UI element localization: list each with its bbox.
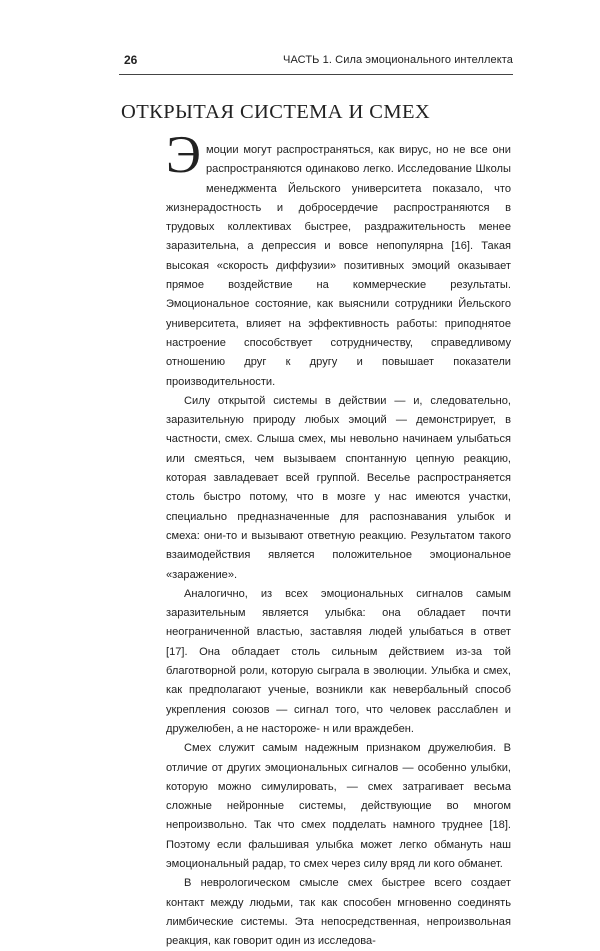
paragraph-5: В неврологическом смысле смех быстрее всего создает контакт между людьми, так как способен мгновенно соединять лимбические системы. Эта непосредственная, непроизвольная реакция, как говорит один из исследова- <box>166 877 511 948</box>
running-head: ЧАСТЬ 1. Сила эмоционального интеллекта <box>283 54 513 66</box>
page-number: 26 <box>124 53 138 67</box>
paragraph-2: Силу открытой системы в действии — и, следовательно, заразительную природу любых эмоций — демонстрирует, в частности, смех. Слыша смех, мы невольно начинаем улыбаться или смеяться, чем вызываем спонтанную цепную реакцию, которая завладевает всей группой. Веселье распространяется столь быстро потому, что в мозге у нас имеются участки, специально предназначенные для распознавания улыбок и смеха: они-то и вызывают ответную реакцию. Результатом такого взаимодействия является положительное эмоциональное «заражение». <box>166 394 511 581</box>
page-header <box>124 50 513 70</box>
paragraph-3: Аналогично, из всех эмоциональных сигналов самым заразительным является улыбка: она обладает почти неограниченной властью, заставляя людей улыбаться в ответ [17]. Она обладает столь сильным действием из-за той благотворной роли, которую сыграла в эволюции. Улыбка и смех, как предполагают ученые, возникли как невербальный способ укрепления союзов — сигнал того, что человек расслаблен и дружелюбен, а не настороже- н или враждебен. <box>166 587 511 735</box>
header-rule <box>119 74 513 75</box>
section-title: ОТКРЫТАЯ СИСТЕМА И СМЕХ <box>121 101 431 123</box>
drop-cap: Э <box>166 126 201 184</box>
body-text <box>166 126 511 951</box>
paragraph-1 <box>166 126 511 392</box>
paragraph-4: Смех служит самым надежным признаком дружелюбия. В отличие от других эмоциональных сигналов — особенно улыбки, которую можно симулировать, — смех затрагивает весьма сложные нейронные системы, действующие во многом непроизвольно. Так что смех подделать намного труднее [18]. Поэтому если фальшивая улыбка может легко обмануть наш эмоциональный радар, то смех через силу вряд ли кого обманет. <box>166 742 511 870</box>
paragraph-1-text: моции могут распространяться, как вирус, но не все они распространяются одинаково легко. Исследование Школы менеджмента Йельского университета показало, что жизнерадостность и добросердечие распространяются в трудовых коллективах быстрее, раздражительность менее заразительна, а депрессия и вовсе непопулярна [16]. Такая высокая «скорость диффузии» позитивных эмоций оказывает прямое воздействие на коммерческие результаты. Эмоциональное состояние, как выяснили сотрудники Йельского университета, влияет на эффективность работы: приподнятое настроение способствует сотрудничеству, справедливому отношению друг к другу и повышает показатели производительности. <box>166 144 511 388</box>
